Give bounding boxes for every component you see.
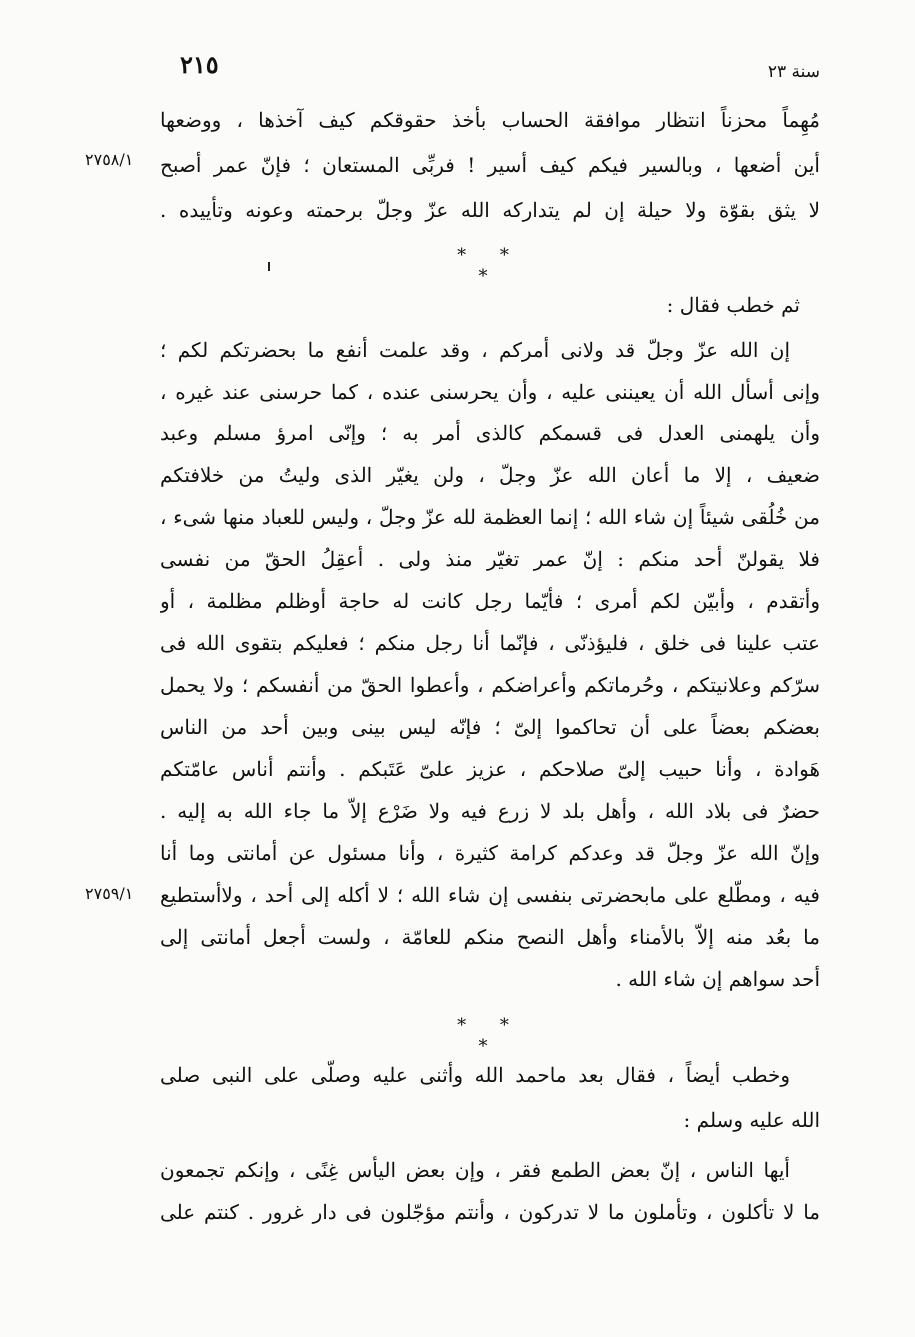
- margin-reference: ٢٧٥٨/١: [85, 150, 134, 169]
- text-line: هَوادة ، وأنا حبيب إلىّ صلاحكم ، عزيز علىّ عَتَبكم . وأنتم أناس عامّتكم: [160, 757, 820, 781]
- text-line: مُهِماً محزناً انتظار موافقة الحساب بأخذ حقوقكم كيف آخذها ، ووضعها: [160, 108, 820, 132]
- text-line: لا يثق بقوّة ولا حيلة إن لم يتداركه الله عزّ وجلّ برحمته وعونه وتأييده .: [160, 198, 820, 222]
- text-line: الله عليه وسلم :: [683, 1108, 820, 1132]
- text-line: فيه ، ومطّلع على مابحضرتى بنفسى إن شاء الله ؛ لا أكله إلى أحد ، ولاأستطيع: [160, 883, 820, 907]
- text-line: حضرٌ فى بلاد الله ، وأهل بلد لا زرع فيه ولا ضَرْع إلاّ ما جاء الله به إليه .: [160, 799, 820, 823]
- text-line: وأن يلهمنى العدل فى قسمكم كالذى أمر به ؛ وإنّى امرؤ مسلم وعبد: [160, 421, 820, 445]
- page-number: ٢١٥: [180, 50, 219, 79]
- text-line: ما لا تأكلون ، وتأملون ما لا تدركون ، وأنتم مؤجّلون فى دار غرور . كنتم على: [160, 1200, 820, 1224]
- section-separator: * * *: [457, 1015, 523, 1057]
- ink-speck: [268, 262, 270, 271]
- text-line: سرّكم وعلانيتكم ، وحُرماتكم وأعراضكم ، وأعطوا الحقّ من أنفسكم ؛ ولا يحمل: [160, 673, 820, 697]
- section-separator: * * *: [457, 245, 523, 287]
- text-line: إن الله عزّ وجلّ قد ولانى أمركم ، وقد علمت أنفع ما بحضرتكم لكم ؛: [160, 338, 790, 362]
- text-line: عتب علينا فى خلق ، فليؤذنّى ، فإنّما أنا رجل منكم ؛ فعليكم بتقوى الله فى: [160, 631, 820, 655]
- text-line: أحد سواهم إن شاء الله .: [615, 967, 820, 991]
- text-line: ما بعُد منه إلاّ بالأمناء وأهل النصح منكم للعامّة ، ولست أجعل أمانتى إلى: [160, 925, 820, 949]
- margin-reference: ٢٧٥٩/١: [85, 884, 134, 903]
- text-line: ضعيف ، إلا ما أعان الله عزّ وجلّ ، ولن يغيّر الذى وليتُ من خلافتكم: [160, 463, 820, 487]
- text-line: من خُلُقى شيئاً إن شاء الله ؛ إنما العظمة لله عزّ وجلّ ، وليس للعباد منها شىء ،: [160, 505, 820, 529]
- text-line: ثم خطب فقال :: [666, 293, 800, 317]
- text-line: وإنّ الله عزّ وجلّ قد وعدكم كرامة كثيرة ، وأنا مسئول عن أمانتى وما أنا: [160, 841, 820, 865]
- text-line: وأتقدم ، وأبيّن لكم أمرى ؛ فأيّما رجل كانت له حاجة أوظلم مظلمة ، أو: [160, 589, 820, 613]
- running-header-year: سنة ٢٣: [767, 62, 820, 82]
- text-line: وإنى أسأل الله أن يعيننى عليه ، وأن يحرسنى عنده ، كما حرسنى عند غيره ،: [160, 380, 820, 404]
- text-line: فلا يقولنّ أحد منكم : إنّ عمر تغيّر منذ ولى . أعقِلُ الحقّ من نفسى: [160, 547, 820, 571]
- text-line: بعضكم بعضاً على أن تحاكموا إلىّ ؛ فإنّه ليس بينى وبين أحد من الناس: [160, 715, 820, 739]
- text-line: أيها الناس ، إنّ بعض الطمع فقر ، وإن بعض اليأس غِنًى ، وإنكم تجمعون: [160, 1158, 790, 1182]
- text-line: وخطب أيضاً ، فقال بعد ماحمد الله وأثنى عليه وصلّى على النبى صلى: [160, 1063, 790, 1087]
- text-line: أين أضعها ، وبالسير فيكم كيف أسير ! فربِّى المستعان ؛ فإنّ عمر أصبح: [160, 153, 820, 177]
